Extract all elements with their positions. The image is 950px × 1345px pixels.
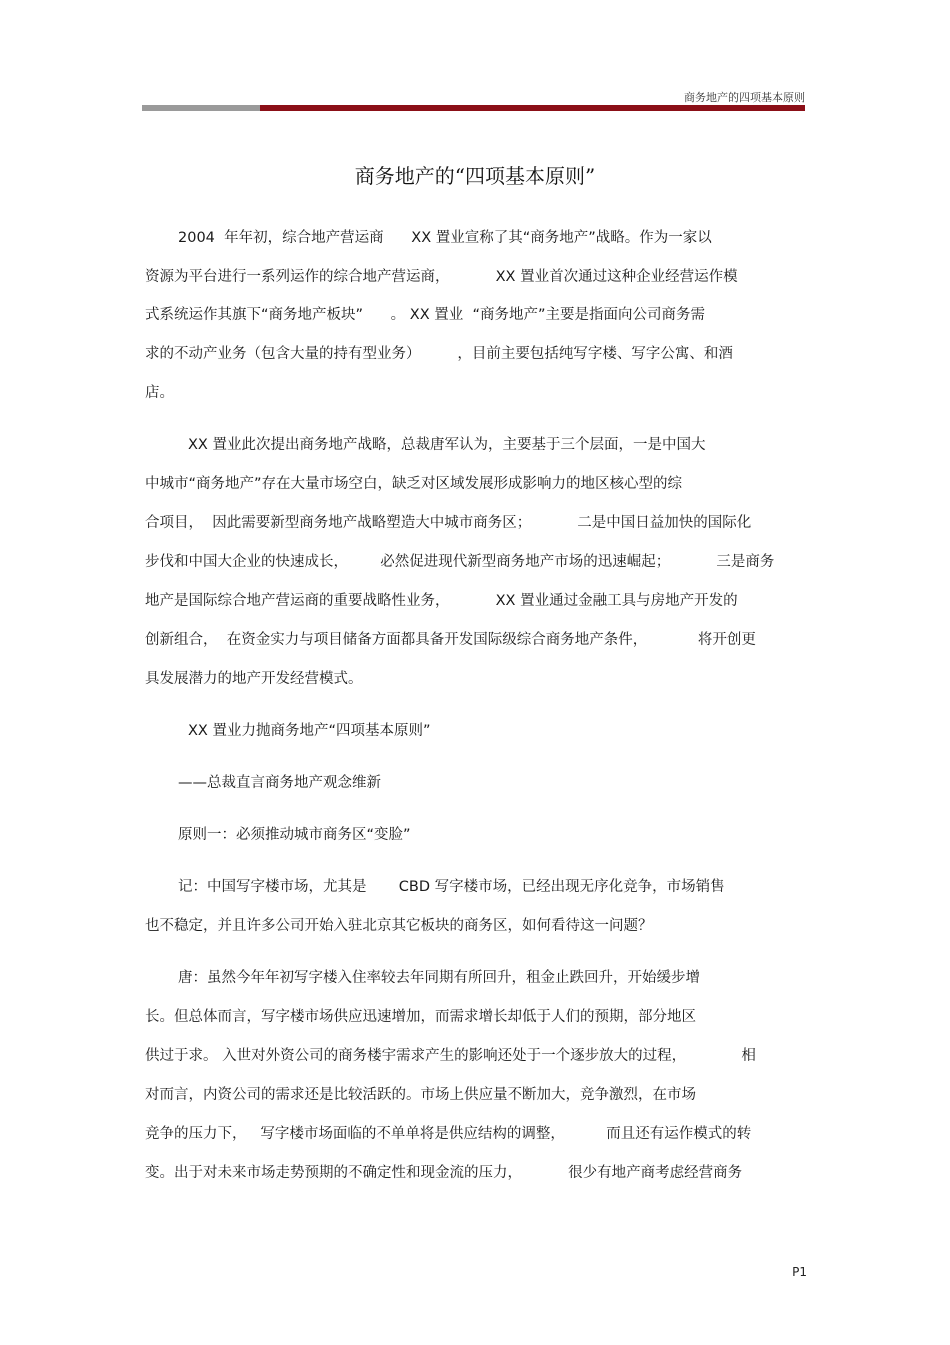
answer-line: 唐：虽然今年年初写字楼入住率较去年同期有所回升，租金止跌回升，开始缓步增	[178, 970, 700, 986]
section-subheading: ——总裁直言商务地产观念维新	[178, 775, 381, 791]
paragraph-1-line: 求的不动产业务（包含大量的持有型业务） ，目前主要包括纯写字楼、写字公寓、和酒	[145, 346, 733, 362]
answer-line: 变。出于对未来市场走势预期的不确定性和现金流的压力， 很少有地产商考虑经营商务	[145, 1165, 743, 1181]
principle-heading: 原则一：必须推动城市商务区“变脸”	[178, 827, 411, 843]
document-title: 商务地产的“四项基本原则”	[354, 164, 596, 188]
section-heading: XX 置业力抛商务地产“四项基本原则”	[188, 723, 431, 739]
paragraph-2-line: 中城市“商务地产”存在大量市场空白，缺乏对区域发展形成影响力的地区核心型的综	[145, 476, 683, 492]
answer-line: 对而言，内资公司的需求还是比较活跃的。市场上供应量不断加大，竞争激烈，在市场	[145, 1087, 696, 1103]
answer-line: 竞争的压力下， 写字楼市场面临的不单单将是供应结构的调整， 而且还有运作模式的转	[145, 1126, 752, 1142]
paragraph-1-line: 店。	[145, 385, 174, 401]
running-header: 商务地产的四项基本原则	[684, 91, 805, 104]
paragraph-2-line: 地产是国际综合地产营运商的重要战略性业务， XX 置业通过金融工具与房地产开发的	[145, 593, 738, 609]
paragraph-2-line: 具发展潜力的地产开发经营模式。	[145, 671, 363, 687]
question-line: 记：中国写字楼市场，尤其是 CBD 写字楼市场，已经出现无序化竞争，市场销售	[178, 879, 725, 895]
paragraph-2-line: XX 置业此次提出商务地产战略，总裁唐军认为，主要基于三个层面，一是中国大	[188, 437, 706, 453]
paragraph-2-line: 合项目， 因此需要新型商务地产战略塑造大中城市商务区； 二是中国日益加快的国际化	[145, 515, 752, 531]
paragraph-1-line: 式系统运作其旗下“商务地产板块” 。 XX 置业 “商务地产”主要是指面向公司商务需	[145, 307, 706, 323]
question-line: 也不稳定，并且许多公司开始入驻北京其它板块的商务区，如何看待这一问题？	[145, 918, 653, 934]
answer-line: 长。但总体而言，写字楼市场供应迅速增加，而需求增长却低于人们的预期，部分地区	[145, 1009, 696, 1025]
paragraph-2-line: 创新组合， 在资金实力与项目储备方面都具备开发国际级综合商务地产条件， 将开创更	[145, 632, 756, 648]
paragraph-1-line: 2004 年年初，综合地产营运商 XX 置业宣称了其“商务地产”战略。作为一家以	[178, 230, 712, 246]
paragraph-2-line: 步伐和中国大企业的快速成长， 必然促进现代新型商务地产市场的迅速崛起； 三是商务	[145, 554, 775, 570]
header-rule-gray	[142, 105, 260, 111]
answer-line: 供过于求。 入世对外资公司的商务楼宇需求产生的影响还处于一个逐步放大的过程， 相	[145, 1048, 756, 1064]
paragraph-1-line: 资源为平台进行一系列运作的综合地产营运商， XX 置业首次通过这种企业经营运作模	[145, 269, 738, 285]
header-rule-red	[260, 105, 805, 111]
page-number: P1	[792, 1265, 807, 1279]
